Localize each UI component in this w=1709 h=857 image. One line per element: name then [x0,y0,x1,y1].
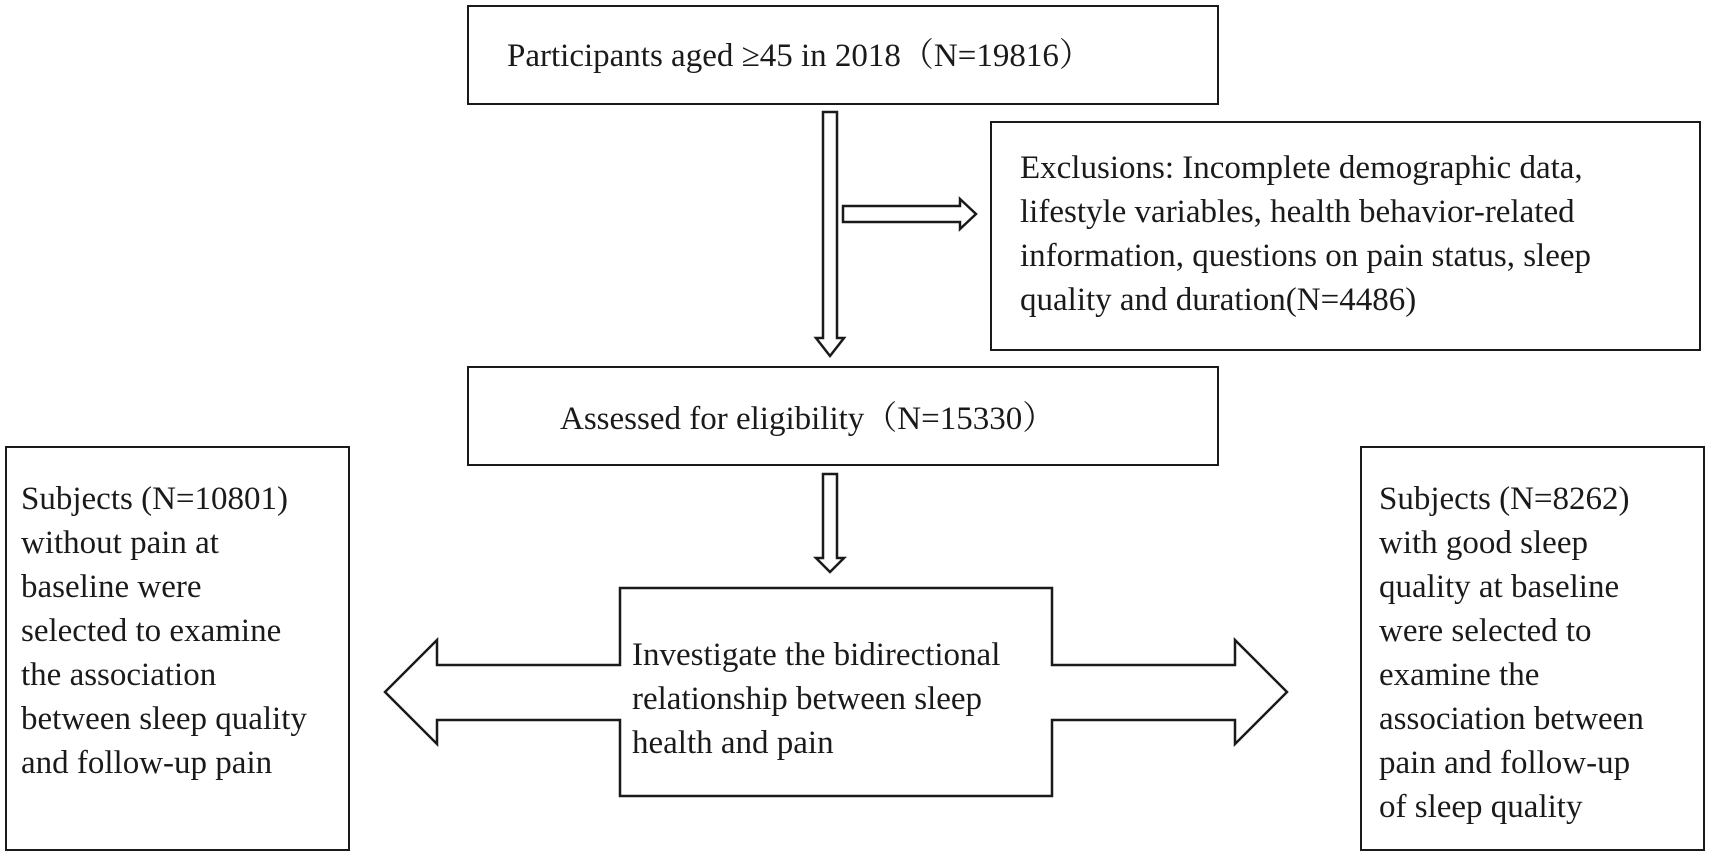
assessed-box [467,366,1219,466]
arrow-right-exclusions [843,199,976,229]
right-subjects-text: Subjects (N=8262) with good sleep quality at baseline were selected to examine the association between pain and follow-up of sleep quality [1379,481,1644,825]
assessed-text: Assessed for eligibility（N=15330） [560,401,1056,437]
participants-text: Participants aged ≥45 in 2018（N=19816） [507,38,1092,74]
exclusions-text: Exclusions: Incomplete demographic data, lifestyle variables, health behavior-related information, questions on pain status, sleep quality and duration(N=4486) [1020,150,1592,318]
participants-box [467,5,1219,105]
arrow-down-2 [816,474,844,572]
exclusions-box [990,121,1701,351]
investigate-text: Investigate the bidirectional relationship between sleep health and pain [632,637,1001,761]
left-subjects-box [5,446,350,851]
left-subjects-text: Subjects (N=10801) without pain at baseline were selected to examine the association between sleep quality and follow-up pain [21,481,307,781]
arrow-down-1 [816,112,844,356]
right-subjects-box [1360,446,1705,851]
